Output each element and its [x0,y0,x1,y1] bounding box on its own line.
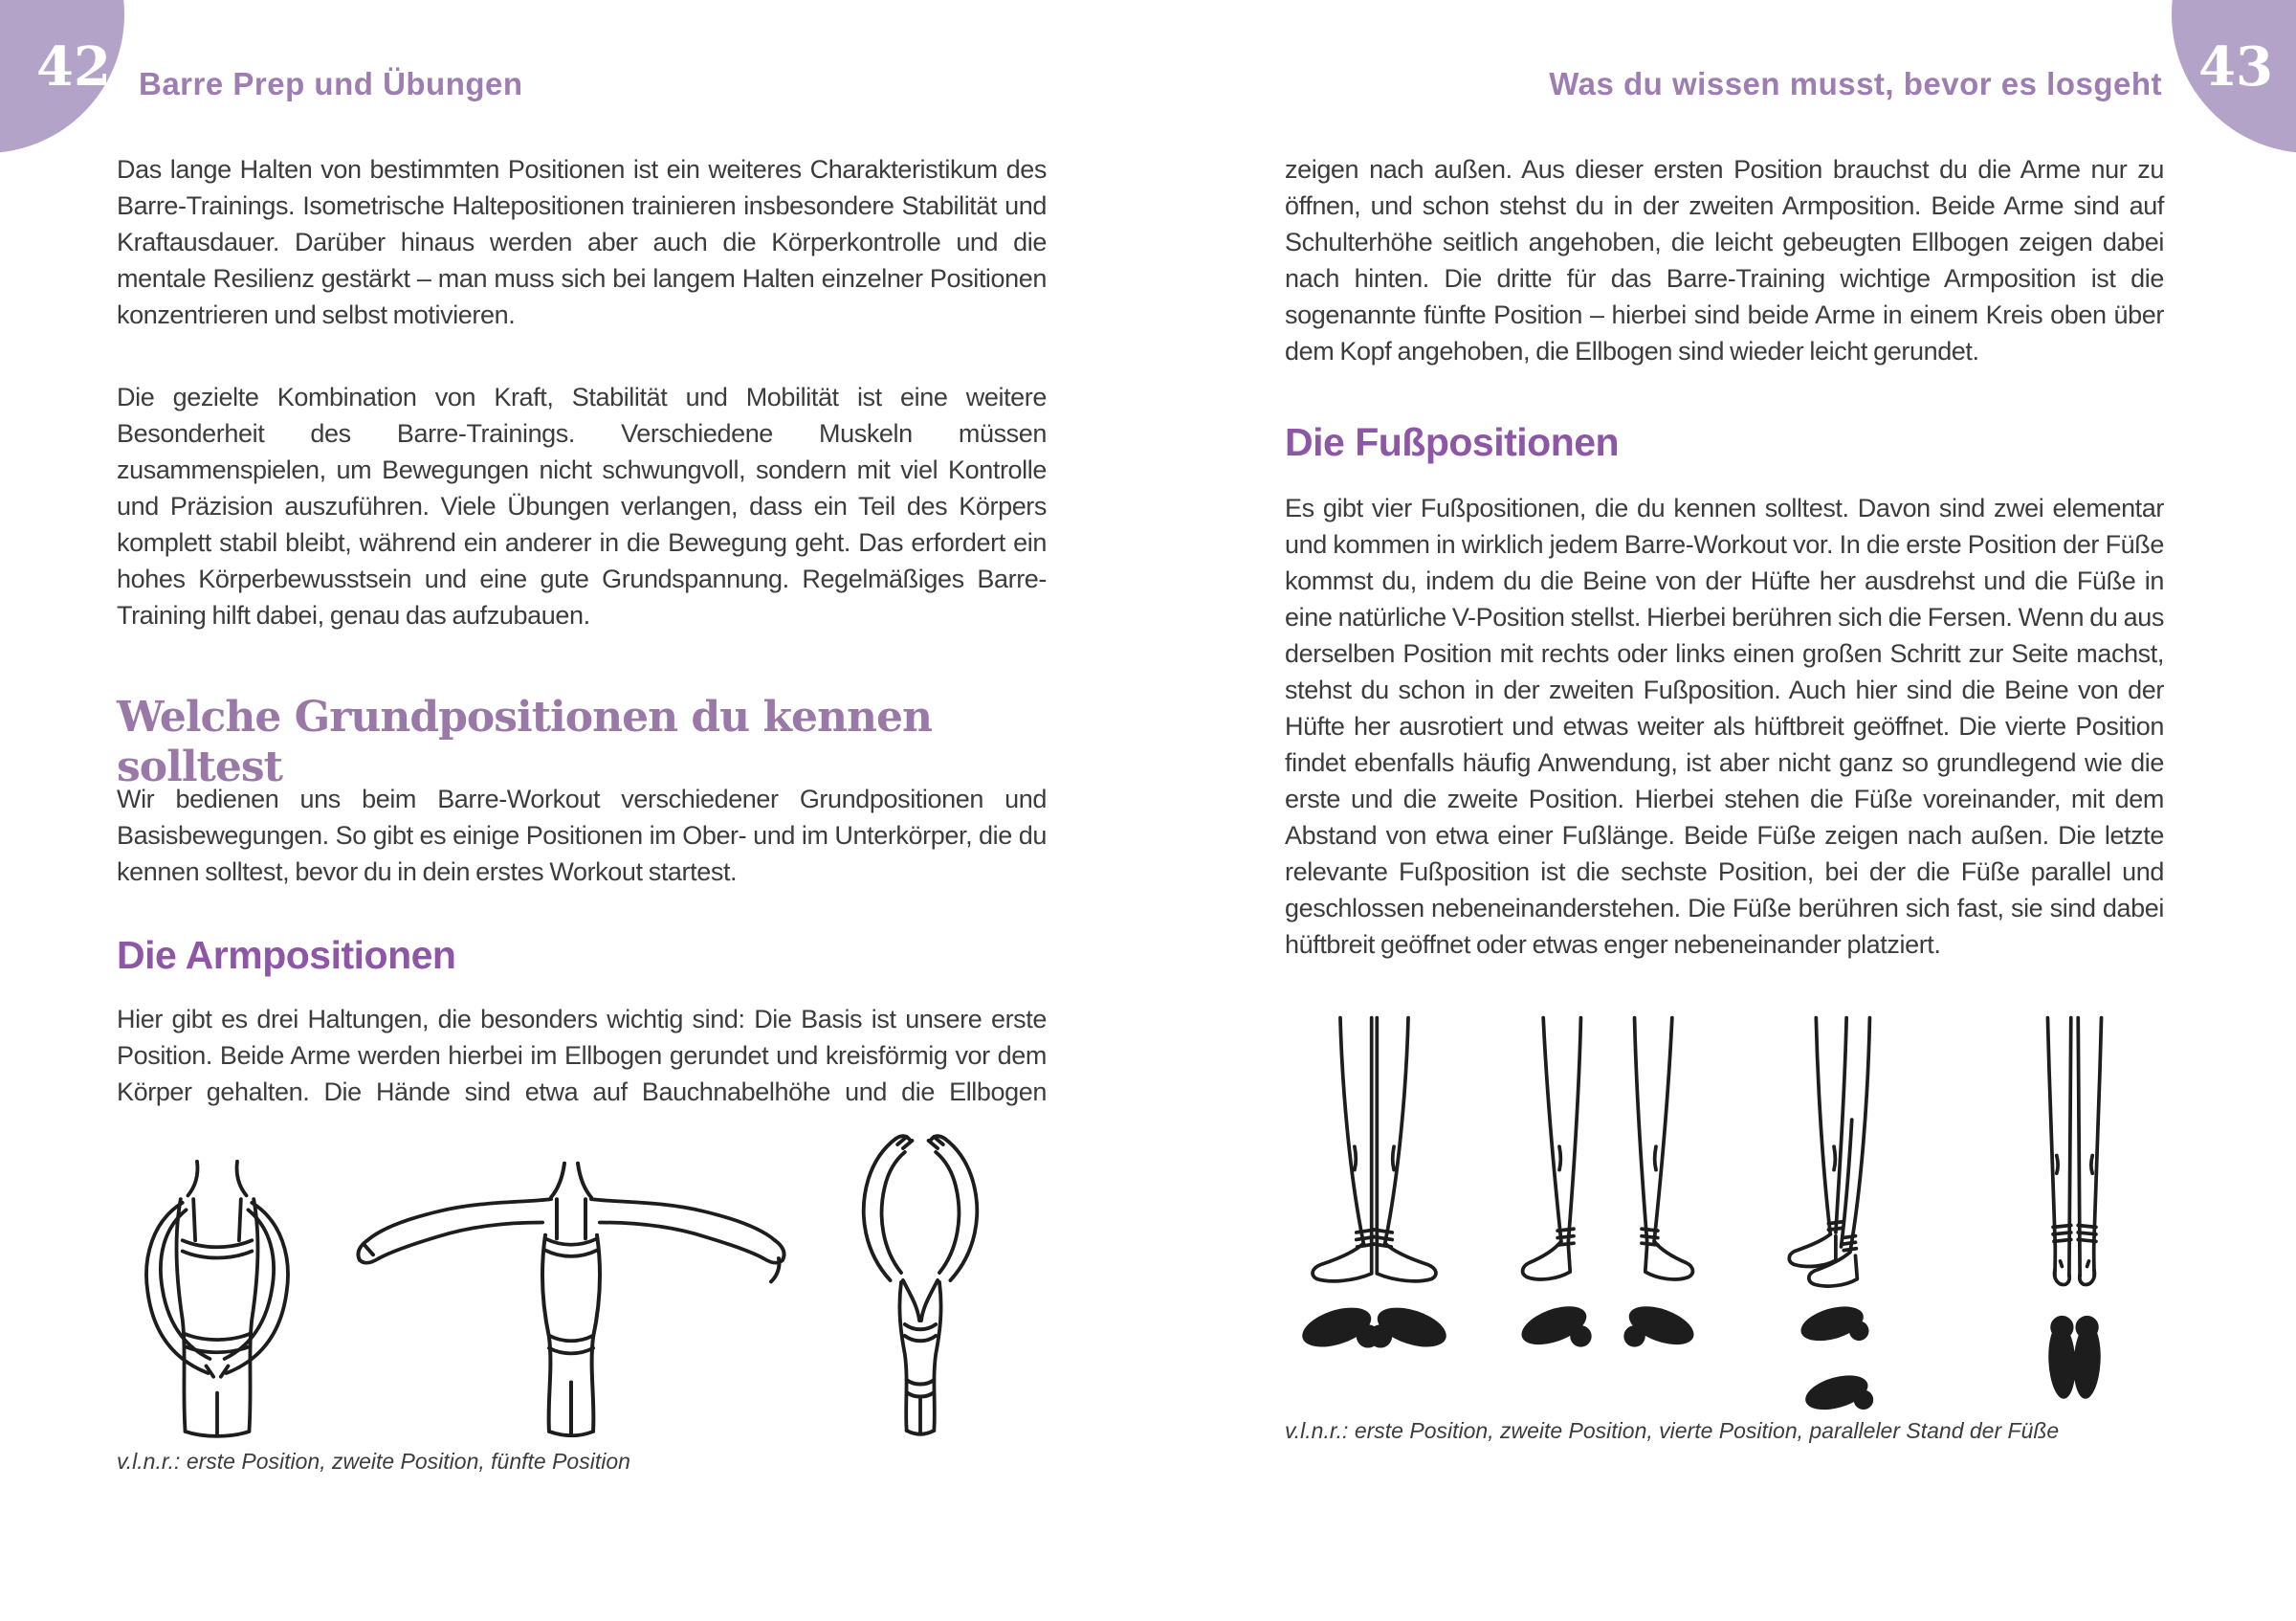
left-paragraph-4: Hier gibt es drei Haltungen, die besonders wichtig sind: Die Basis ist unsere erste Position. Beide Arme werden hierbei im Ellbogen gerundet und kreisförmig vor dem Körper gehalten. Die Hände sind etwa auf Bauchnabelhöhe und die Ellbogen [117,1005,1047,1106]
section-heading: Welche Grundpositionen du kennen solltest [117,693,932,791]
subheading-fusspositionen: Die Fußpositionen [1285,420,1620,464]
figure-feet-second-position [1518,1012,1697,1424]
figure-arm-second-position [346,1158,796,1445]
right-paragraph-1: zeigen nach außen. Aus dieser ersten Position brauchst du die Arme nur zu öffnen, und schon stehst du in der zweiten Armposition. Beide Arme sind auf Schulterhöhe seitlich angehoben, die leicht gebeugten Ellbogen zeigen dabei nach hinten. Die dritte für das Barre-Training wichtige Armposition ist die sogenannte fünfte Position – hierbei sind beide Arme in einem Kreis oben über dem Kopf angehoben, die Ellbogen sind wieder leicht gerundet. [1285,155,2164,366]
figure-arm-first-position [117,1158,318,1445]
figure-feet-fourth-position [1752,1012,1931,1424]
left-figure-caption: v.l.n.r.: erste Position, zweite Position, fünfte Position [117,1449,630,1474]
left-paragraph-2: Die gezielte Kombination von Kraft, Stabilität und Mobilität ist eine weitere Besonderheit des Barre-Trainings. Verschiedene Muskeln müssen zusammenspielen, um Bewegungen nicht schwungvoll, sondern mit viel Kontrolle und Präzision auszuführen. Viele Übungen verlangen, dass ein Teil des Körpers komplett stabil bleibt, während ein anderer in die Bewegung geht. Das erfordert ein hohes Körperbewusstsein und eine gute Grundspannung. Regelmäßiges Barre-Training hilft dabei, genau das aufzubauen. [117,383,1047,630]
arm-positions-illustration [117,1129,1016,1445]
right-paragraph-2: Es gibt vier Fußpositionen, die du kennen solltest. Davon sind zwei elementar und kommen in wirklich jedem Barre-Workout vor. In die erste Position der Füße kommst du, indem du die Beine von der Hüfte her ausdrehst und die Füße in eine natürliche V-Position stellst. Hierbei berühren sich die Fersen. Wenn du aus derselben Position mit rechts oder links einen großen Schritt zur Seite machst, stehst du schon in der zweiten Fußposition. Auch hier sind die Beine von der Hüfte her ausrotiert und etwas weiter als hüftbreit geöffnet. Die vierte Position findet ebenfalls häufig Anwendung, ist aber nicht ganz so grundlegend wie die erste und die zweite Position. Hierbei stehen die Füße voreinander, mit dem Abstand von etwa einer Fußlänge. Beide Füße zeigen nach außen. Die letzte relevante Fußposition ist die sechste Position, bei der die Füße parallel und geschlossen nebeneinanderstehen. Die Füße berühren sich fast, sie sind dabei hüftbreit geöffnet oder etwas enger nebeneinander platziert. [1285,494,2164,959]
running-header-right: Was du wissen musst, bevor es losgeht [1549,66,2162,101]
figure-arm-fifth-position [825,1129,1016,1445]
subheading-armpositionen: Die Armpositionen [117,933,456,977]
left-paragraph-1: Das lange Halten von bestimmten Positionen ist ein weiteres Charakteristikum des Barre-Trainings. Isometrische Haltepositionen trainieren insbesondere Stabilität und Kraftausdauer. Darüber hinaus werden aber auch die Körperkontrolle und die mentale Resilienz gestärkt – man muss sich bei langem Halten einzelner Positionen konzentrieren und selbst motivieren. [117,155,1047,329]
left-paragraph-3: Wir bedienen uns beim Barre-Workout verschiedener Grundpositionen und Basisbewegungen. So gibt es einige Positionen im Ober- und im Unterkörper, die du kennen solltest, bevor du in dein erstes Workout startest. [117,785,1047,886]
page-number-left: 42 [36,35,111,99]
running-header-left: Barre Prep und Übungen [139,66,523,101]
figure-feet-parallel-position [1985,1012,2164,1424]
foot-positions-illustration [1285,1012,2164,1424]
page-number-right: 43 [2198,35,2273,99]
figure-feet-first-position [1285,1012,1464,1424]
right-figure-caption: v.l.n.r.: erste Position, zweite Position, vierte Position, paralleler Stand der Füße [1285,1418,2060,1443]
